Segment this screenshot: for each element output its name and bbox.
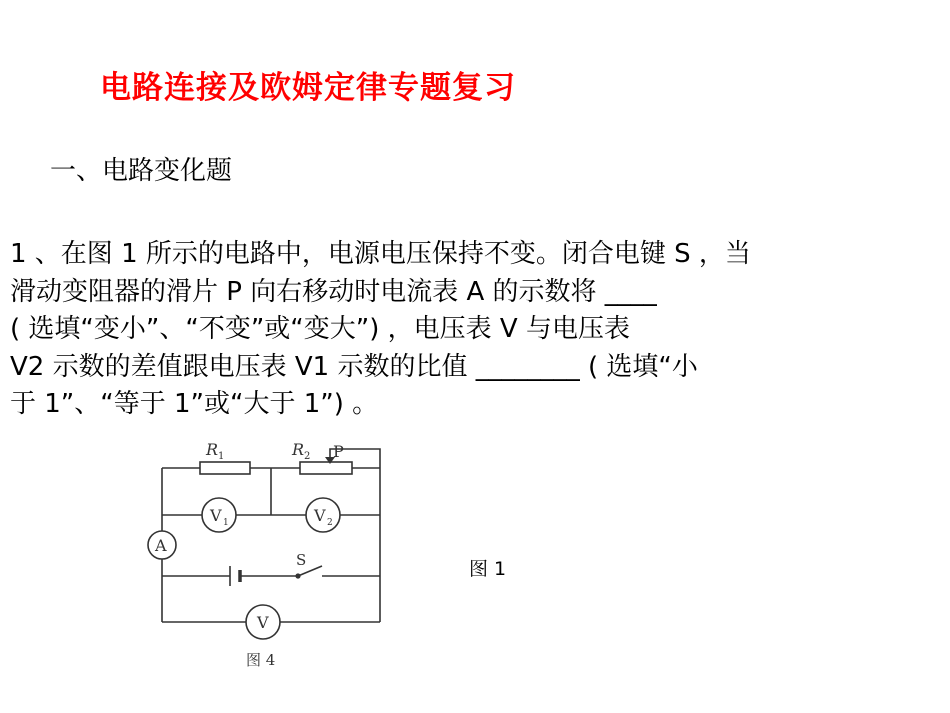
question-line: ( 选填“变小”、“不变”或“变大”) ，电压表 V 与电压表 — [10, 314, 630, 344]
question-line: 1 、在图 1 所示的电路中，电源电压保持不变。闭合电键 S ，当 — [10, 239, 751, 269]
slider-label: P — [333, 442, 344, 461]
v2-label: V — [314, 506, 326, 525]
v1-subscript: 1 — [223, 518, 229, 528]
v1-label: V — [210, 506, 222, 525]
ammeter-label: A — [155, 536, 167, 555]
question-line: 滑动变阻器的滑片 P 向右移动时电流表 A 的示数将 ____ — [10, 276, 657, 307]
battery-symbol — [230, 566, 240, 586]
r2-label: R — [292, 440, 305, 459]
resistor-r1 — [200, 462, 250, 474]
r1-subscript: 1 — [218, 451, 225, 462]
figure-caption: 图 1 — [469, 558, 507, 580]
r2-subscript: 2 — [304, 451, 311, 462]
section-heading: 一、电路变化题 — [50, 156, 233, 186]
circuit-diagram — [140, 435, 400, 675]
question-text — [10, 236, 930, 424]
question-line: 于 1”、“等于 1”或“大于 1”) 。 — [10, 389, 379, 419]
switch-label: S — [296, 551, 307, 569]
rheostat-r2 — [300, 462, 352, 474]
question-line: V2 示数的差值跟电压表 V1 示数的比值 ________ ( 选填“小 — [10, 351, 698, 382]
document-title: 电路连接及欧姆定律专题复习 — [100, 70, 516, 106]
v-label: V — [257, 613, 269, 632]
r1-label: R — [206, 440, 219, 459]
inner-figure-caption: 图 4 — [246, 651, 276, 669]
v2-subscript: 2 — [327, 518, 333, 528]
